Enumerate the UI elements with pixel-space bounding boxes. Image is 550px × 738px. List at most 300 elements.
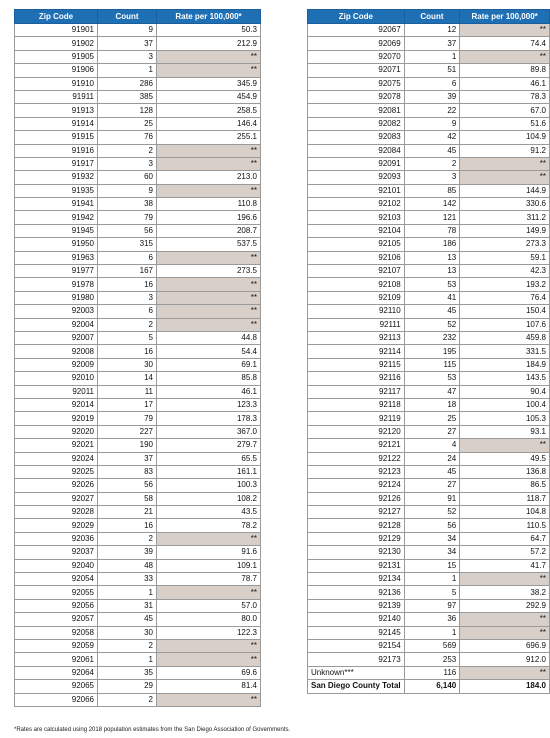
count-cell: 1 <box>98 64 157 77</box>
table-row <box>308 613 550 626</box>
zip-cell: 91902 <box>15 37 98 50</box>
rate-cell: 46.1 <box>460 77 550 90</box>
rate-cell: 90.4 <box>460 385 550 398</box>
zip-table-left <box>14 9 261 707</box>
rate-cell: ** <box>460 157 550 170</box>
count-cell: 6 <box>404 77 460 90</box>
rate-cell: ** <box>157 305 261 318</box>
rate-cell: 54.4 <box>157 345 261 358</box>
count-cell: 29 <box>98 680 157 693</box>
zip-cell: 91978 <box>15 278 98 291</box>
rate-cell: ** <box>157 318 261 331</box>
table-row <box>308 184 550 197</box>
zip-cell: 92004 <box>15 318 98 331</box>
table-row <box>15 546 261 559</box>
header-count: Count <box>98 10 157 24</box>
count-cell: 2 <box>98 144 157 157</box>
table-row <box>308 291 550 304</box>
table-row <box>308 144 550 157</box>
rate-cell: ** <box>460 626 550 639</box>
rate-cell: 80.0 <box>157 613 261 626</box>
rate-cell: 118.7 <box>460 492 550 505</box>
table-row <box>308 439 550 452</box>
rate-cell: 50.3 <box>157 24 261 37</box>
count-cell: 22 <box>404 104 460 117</box>
count-cell: 12 <box>404 24 460 37</box>
zip-cell: 91914 <box>15 117 98 130</box>
count-cell: 1 <box>404 573 460 586</box>
zip-cell: 92124 <box>308 479 405 492</box>
zip-cell: 91906 <box>15 64 98 77</box>
zip-cell: 92037 <box>15 546 98 559</box>
count-cell: 116 <box>404 666 460 679</box>
zip-cell: 91941 <box>15 198 98 211</box>
count-cell: 18 <box>404 398 460 411</box>
table-row <box>308 64 550 77</box>
count-cell: 121 <box>404 211 460 224</box>
count-cell: 1 <box>98 653 157 666</box>
zip-cell: 92029 <box>15 519 98 532</box>
zip-cell: 92058 <box>15 626 98 639</box>
table-row <box>15 398 261 411</box>
zip-cell: 92020 <box>15 425 98 438</box>
count-cell: 79 <box>98 412 157 425</box>
rate-cell: ** <box>460 573 550 586</box>
zip-cell: 91910 <box>15 77 98 90</box>
zip-cell: 92021 <box>15 439 98 452</box>
table-row <box>15 24 261 37</box>
table-row <box>15 144 261 157</box>
zip-cell: 91911 <box>15 90 98 103</box>
rate-cell: 81.4 <box>157 680 261 693</box>
rate-cell: 454.9 <box>157 90 261 103</box>
count-cell: 2 <box>98 693 157 706</box>
rate-cell: 78.3 <box>460 90 550 103</box>
zip-cell: 92066 <box>15 693 98 706</box>
rate-cell: 74.4 <box>460 37 550 50</box>
count-cell: 53 <box>404 278 460 291</box>
count-cell: 97 <box>404 599 460 612</box>
table-row <box>308 345 550 358</box>
zip-cell: 92065 <box>15 680 98 693</box>
rate-cell: ** <box>157 278 261 291</box>
rate-cell: 178.3 <box>157 412 261 425</box>
rate-cell: 110.5 <box>460 519 550 532</box>
rate-cell: ** <box>157 157 261 170</box>
count-cell: 14 <box>98 372 157 385</box>
count-cell: 78 <box>404 224 460 237</box>
zip-cell: 91905 <box>15 50 98 63</box>
count-cell: 11 <box>98 385 157 398</box>
zip-cell: 92105 <box>308 238 405 251</box>
rate-cell: 331.5 <box>460 345 550 358</box>
count-cell: 3 <box>98 157 157 170</box>
rate-cell: 108.2 <box>157 492 261 505</box>
rate-cell: 136.8 <box>460 465 550 478</box>
header-row <box>15 10 261 24</box>
zip-cell: 92102 <box>308 198 405 211</box>
zip-cell: 92026 <box>15 479 98 492</box>
count-cell: 37 <box>98 452 157 465</box>
count-cell: 37 <box>98 37 157 50</box>
zip-cell: 92078 <box>308 90 405 103</box>
rate-cell: 67.0 <box>460 104 550 117</box>
count-cell: 2 <box>98 532 157 545</box>
table-row <box>15 184 261 197</box>
rate-cell: 279.7 <box>157 439 261 452</box>
rate-cell: 150.4 <box>460 305 550 318</box>
count-cell: 128 <box>98 104 157 117</box>
zip-cell: 91963 <box>15 251 98 264</box>
table-row <box>308 131 550 144</box>
zip-cell: 92121 <box>308 439 405 452</box>
table-row <box>308 90 550 103</box>
zip-cell: 92139 <box>308 599 405 612</box>
zip-cell: 92120 <box>308 425 405 438</box>
table-row <box>15 613 261 626</box>
count-cell: 42 <box>404 131 460 144</box>
count-cell: 569 <box>404 639 460 652</box>
table-row <box>15 251 261 264</box>
zip-cell: 92118 <box>308 398 405 411</box>
table-row <box>15 412 261 425</box>
rate-cell: 41.7 <box>460 559 550 572</box>
zip-cell: 92126 <box>308 492 405 505</box>
table-row <box>15 345 261 358</box>
zip-cell: 92070 <box>308 50 405 63</box>
zip-cell: 92055 <box>15 586 98 599</box>
table-row <box>308 452 550 465</box>
count-cell: 34 <box>404 546 460 559</box>
zip-cell: 92129 <box>308 532 405 545</box>
zip-cell: 92127 <box>308 506 405 519</box>
zip-cell: 91950 <box>15 238 98 251</box>
zip-cell: 92014 <box>15 398 98 411</box>
table-row <box>308 238 550 251</box>
count-cell: 47 <box>404 385 460 398</box>
rate-cell: 208.7 <box>157 224 261 237</box>
count-cell: 52 <box>404 318 460 331</box>
count-cell: 4 <box>404 439 460 452</box>
rate-cell: 109.1 <box>157 559 261 572</box>
count-cell: 24 <box>404 452 460 465</box>
count-cell: 9 <box>404 117 460 130</box>
zip-cell: 92054 <box>15 573 98 586</box>
table-row <box>308 573 550 586</box>
table-row <box>308 305 550 318</box>
table-row <box>15 331 261 344</box>
count-cell: 45 <box>404 144 460 157</box>
zip-cell: 92131 <box>308 559 405 572</box>
rate-cell: 86.5 <box>460 479 550 492</box>
count-cell: 15 <box>404 559 460 572</box>
count-cell: 56 <box>98 479 157 492</box>
count-cell: 85 <box>404 184 460 197</box>
table-row <box>308 666 550 679</box>
footnote: *Rates are calculated using 2018 population estimates from the San Diego Association of Governments. <box>14 727 291 733</box>
table-row <box>308 265 550 278</box>
count-cell: 16 <box>98 345 157 358</box>
rate-cell: 78.7 <box>157 573 261 586</box>
table-row <box>308 50 550 63</box>
table-row <box>15 573 261 586</box>
rate-cell: 537.5 <box>157 238 261 251</box>
table-row <box>308 599 550 612</box>
table-row <box>15 492 261 505</box>
count-cell: 48 <box>98 559 157 572</box>
table-row <box>15 439 261 452</box>
table-row <box>308 24 550 37</box>
count-cell: 39 <box>98 546 157 559</box>
zip-cell: 92082 <box>308 117 405 130</box>
zip-cell: 92081 <box>308 104 405 117</box>
zip-cell: 92117 <box>308 385 405 398</box>
table-row <box>15 599 261 612</box>
table-row <box>15 358 261 371</box>
rate-cell: 330.6 <box>460 198 550 211</box>
zip-cell: 92122 <box>308 452 405 465</box>
count-cell: 3 <box>98 50 157 63</box>
count-cell: 58 <box>98 492 157 505</box>
table-row <box>308 680 550 693</box>
rate-cell: ** <box>157 144 261 157</box>
count-cell: 2 <box>98 639 157 652</box>
zip-cell: 92140 <box>308 613 405 626</box>
rate-cell: ** <box>157 586 261 599</box>
table-row <box>308 626 550 639</box>
rate-cell: 193.2 <box>460 278 550 291</box>
count-cell: 385 <box>98 90 157 103</box>
rate-cell: 65.5 <box>157 452 261 465</box>
zip-cell: 92003 <box>15 305 98 318</box>
count-cell: 6 <box>98 251 157 264</box>
zip-cell: 92116 <box>308 372 405 385</box>
zip-cell: 92009 <box>15 358 98 371</box>
zip-cell: 92106 <box>308 251 405 264</box>
count-cell: 83 <box>98 465 157 478</box>
zip-cell: 91977 <box>15 265 98 278</box>
table-row <box>15 479 261 492</box>
table-row <box>15 506 261 519</box>
count-cell: 30 <box>98 358 157 371</box>
count-cell: 315 <box>98 238 157 251</box>
rate-cell: 59.1 <box>460 251 550 264</box>
zip-cell: 92108 <box>308 278 405 291</box>
table-row <box>15 90 261 103</box>
zip-cell: 92115 <box>308 358 405 371</box>
zip-cell: 92136 <box>308 586 405 599</box>
zip-cell: 91932 <box>15 171 98 184</box>
rate-cell: ** <box>460 24 550 37</box>
table-row <box>15 291 261 304</box>
table-row <box>15 626 261 639</box>
count-cell: 232 <box>404 331 460 344</box>
zip-cell: 92010 <box>15 372 98 385</box>
count-cell: 1 <box>404 626 460 639</box>
zip-cell: 92083 <box>308 131 405 144</box>
count-cell: 286 <box>98 77 157 90</box>
table-row <box>308 318 550 331</box>
table-row <box>15 318 261 331</box>
zip-cell: 92008 <box>15 345 98 358</box>
rate-cell: 459.8 <box>460 331 550 344</box>
zip-cell: 92104 <box>308 224 405 237</box>
table-row <box>308 358 550 371</box>
rate-cell: 110.8 <box>157 198 261 211</box>
count-cell: 45 <box>404 305 460 318</box>
rate-cell: 46.1 <box>157 385 261 398</box>
table-row <box>308 211 550 224</box>
zip-cell: Unknown*** <box>308 666 405 679</box>
rate-cell: 311.2 <box>460 211 550 224</box>
table-row <box>308 465 550 478</box>
count-cell: 30 <box>98 626 157 639</box>
table-row <box>15 117 261 130</box>
count-cell: 3 <box>404 171 460 184</box>
zip-cell: 92024 <box>15 452 98 465</box>
count-cell: 52 <box>404 506 460 519</box>
rate-cell: ** <box>157 639 261 652</box>
table-row <box>308 77 550 90</box>
rate-cell: 123.3 <box>157 398 261 411</box>
count-cell: 5 <box>98 331 157 344</box>
count-cell: 13 <box>404 265 460 278</box>
zip-table-right <box>307 9 550 694</box>
rate-cell: 107.6 <box>460 318 550 331</box>
zip-cell: 91942 <box>15 211 98 224</box>
header-rate: Rate per 100,000* <box>157 10 261 24</box>
rate-cell: 100.3 <box>157 479 261 492</box>
table-row <box>308 559 550 572</box>
rate-cell: 100.4 <box>460 398 550 411</box>
count-cell: 13 <box>404 251 460 264</box>
zip-cell: 92027 <box>15 492 98 505</box>
zip-cell: 92091 <box>308 157 405 170</box>
table-row <box>308 37 550 50</box>
count-cell: 2 <box>404 157 460 170</box>
zip-cell: 92114 <box>308 345 405 358</box>
rate-cell: 51.6 <box>460 117 550 130</box>
rate-cell: 255.1 <box>157 131 261 144</box>
zip-cell: 92036 <box>15 532 98 545</box>
count-cell: 6 <box>98 305 157 318</box>
rate-cell: ** <box>460 439 550 452</box>
zip-cell: 91901 <box>15 24 98 37</box>
count-cell: 60 <box>98 171 157 184</box>
table-row <box>15 77 261 90</box>
table-row <box>15 465 261 478</box>
table-row <box>308 532 550 545</box>
table-row <box>15 265 261 278</box>
zip-cell: 92103 <box>308 211 405 224</box>
table-row <box>308 653 550 666</box>
table-row <box>308 224 550 237</box>
rate-cell: ** <box>460 613 550 626</box>
rate-cell: 91.6 <box>157 546 261 559</box>
rate-cell: 104.9 <box>460 131 550 144</box>
count-cell: 33 <box>98 573 157 586</box>
rate-cell: 91.2 <box>460 144 550 157</box>
table-row <box>15 653 261 666</box>
count-cell: 21 <box>98 506 157 519</box>
count-cell: 36 <box>404 613 460 626</box>
count-cell: 1 <box>98 586 157 599</box>
zip-cell: 92110 <box>308 305 405 318</box>
zip-cell: 91915 <box>15 131 98 144</box>
count-cell: 53 <box>404 372 460 385</box>
table-row <box>308 372 550 385</box>
rate-cell: 43.5 <box>157 506 261 519</box>
table-row <box>308 546 550 559</box>
count-cell: 38 <box>98 198 157 211</box>
table-row <box>15 50 261 63</box>
zip-cell: 92113 <box>308 331 405 344</box>
table-row <box>15 278 261 291</box>
zip-cell: 92107 <box>308 265 405 278</box>
count-cell: 3 <box>98 291 157 304</box>
count-cell: 2 <box>98 318 157 331</box>
table-row <box>15 425 261 438</box>
rate-cell: 85.8 <box>157 372 261 385</box>
rate-cell: 57.2 <box>460 546 550 559</box>
rate-cell: 144.9 <box>460 184 550 197</box>
zip-cell: 92123 <box>308 465 405 478</box>
rate-cell: 149.9 <box>460 224 550 237</box>
header-count: Count <box>404 10 460 24</box>
zip-cell: 92084 <box>308 144 405 157</box>
header-zip: Zip Code <box>308 10 405 24</box>
count-cell: 16 <box>98 519 157 532</box>
zip-cell: 91980 <box>15 291 98 304</box>
table-row <box>308 519 550 532</box>
zip-cell: 92093 <box>308 171 405 184</box>
zip-cell: 92011 <box>15 385 98 398</box>
count-cell: 56 <box>98 224 157 237</box>
rate-cell: ** <box>157 251 261 264</box>
rate-cell: ** <box>157 693 261 706</box>
rate-cell: ** <box>157 184 261 197</box>
count-cell: 39 <box>404 90 460 103</box>
rate-cell: 93.1 <box>460 425 550 438</box>
rate-cell: 104.8 <box>460 506 550 519</box>
table-row <box>15 171 261 184</box>
zip-cell: 92025 <box>15 465 98 478</box>
rate-cell: ** <box>157 50 261 63</box>
zip-cell: 92145 <box>308 626 405 639</box>
rate-cell: ** <box>460 666 550 679</box>
count-cell: 34 <box>404 532 460 545</box>
rate-cell: ** <box>157 64 261 77</box>
table-row <box>15 372 261 385</box>
count-cell: 9 <box>98 184 157 197</box>
rate-cell: ** <box>157 532 261 545</box>
count-cell: 186 <box>404 238 460 251</box>
zip-cell: 92064 <box>15 666 98 679</box>
zip-cell: 92111 <box>308 318 405 331</box>
zip-cell: 92130 <box>308 546 405 559</box>
rate-cell: 38.2 <box>460 586 550 599</box>
count-cell: 253 <box>404 653 460 666</box>
table-row <box>308 198 550 211</box>
header-rate: Rate per 100,000* <box>460 10 550 24</box>
table-row <box>15 131 261 144</box>
table-row <box>308 586 550 599</box>
table-row <box>308 104 550 117</box>
table-row <box>15 211 261 224</box>
table-row <box>15 305 261 318</box>
count-cell: 91 <box>404 492 460 505</box>
table-row <box>308 398 550 411</box>
